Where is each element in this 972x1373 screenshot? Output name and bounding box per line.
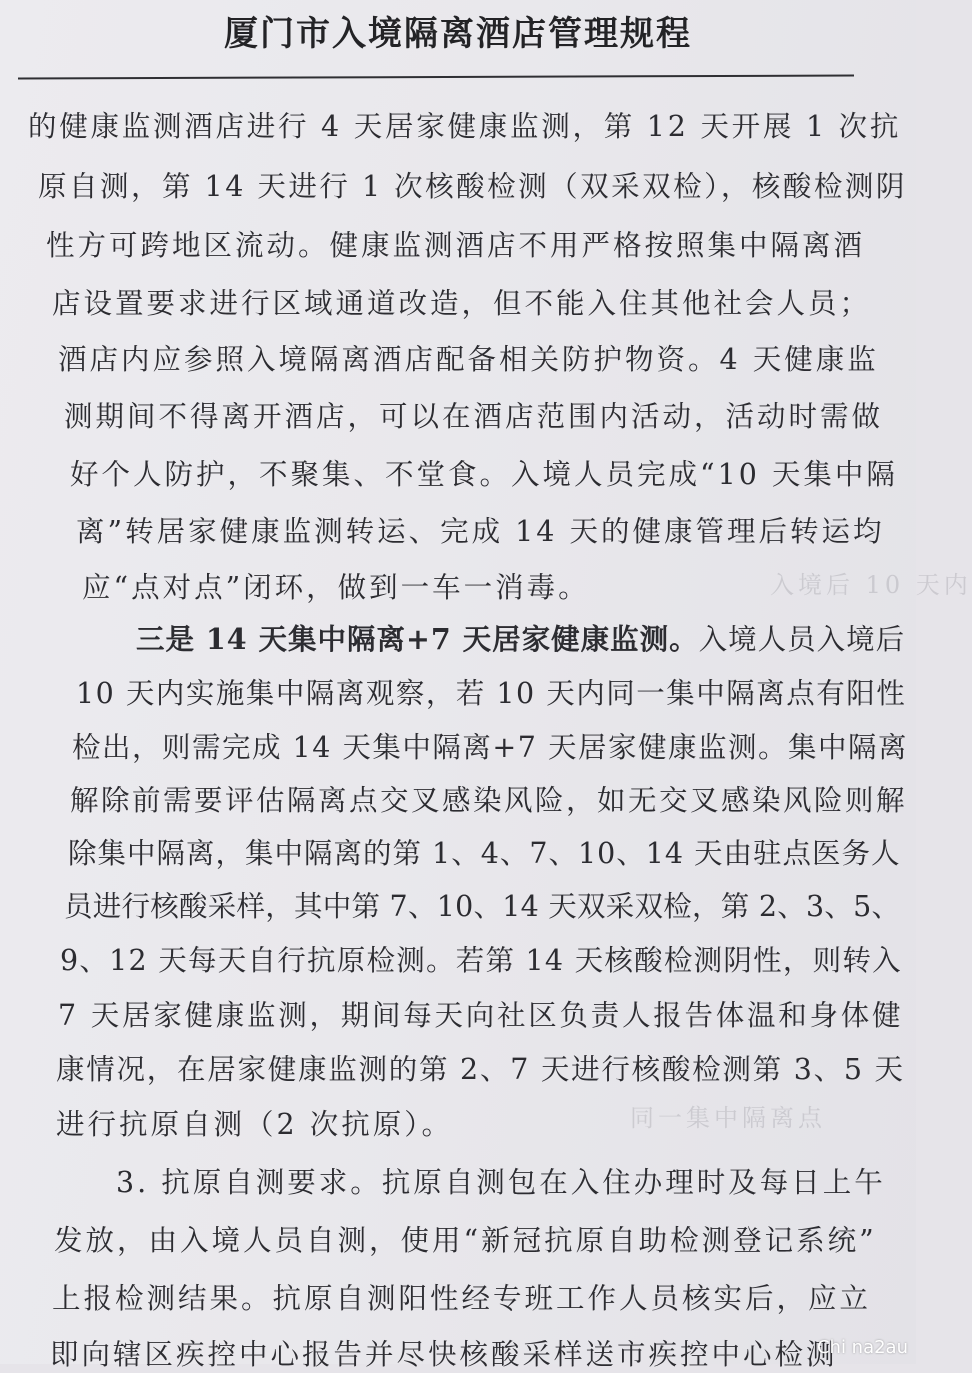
paragraph-first-line (136, 617, 905, 658)
text-line: 离”转居家健康监测转运、完成 14 天的健康管理后转运均 (76, 515, 885, 548)
text-line: 的健康监测酒店进行 4 天居家健康监测，第 12 天开展 1 次抗 (28, 110, 902, 143)
watermark-text: Chi na2au (816, 1337, 908, 1358)
text-line: 上报检测结果。抗原自测阳性经专班工作人员核实后，应立 (52, 1282, 872, 1315)
text-line: 员进行核酸采样，其中第 7、10、14 天双采双检，第 2、3、5、 (64, 890, 901, 923)
text-run: 入境人员入境后 (698, 623, 906, 656)
text-line: 进行抗原自测（2 次抗原）。 (56, 1108, 453, 1141)
text-line: 发放，由入境人员自测，使用“新冠抗原自助检测登记系统” (54, 1224, 877, 1257)
text-line: 康情况，在居家健康监测的第 2、7 天进行核酸检测第 3、5 天 (56, 1053, 905, 1086)
text-line: 好个人防护，不聚集、不堂食。入境人员完成“10 天集中隔 (70, 458, 898, 491)
document-title: 厦门市入境隔离酒店管理规程 (224, 14, 692, 54)
text-line: 9、12 天每天自行抗原检测。若第 14 天核酸检测阴性，则转入 (60, 944, 902, 977)
text-line: 除集中隔离，集中隔离的第 1、4、7、10、14 天由驻点医务人 (68, 837, 901, 870)
text-line: 测期间不得离开酒店，可以在酒店范围内活动，活动时需做 (64, 400, 884, 433)
text-line: 检出，则需完成 14 天集中隔离+7 天居家健康监测。集中隔离 (72, 731, 908, 764)
text-line: 3. 抗原自测要求。抗原自测包在入住办理时及每日上午 (116, 1166, 886, 1199)
text-line: 解除前需要评估隔离点交叉感染风险，如无交叉感染风险则解 (70, 784, 908, 817)
text-line: 7 天居家健康监测，期间每天向社区负责人报告体温和身体健 (58, 999, 904, 1032)
text-line: 10 天内实施集中隔离观察，若 10 天内同一集中隔离点有阳性 (76, 677, 907, 710)
text-line: 酒店内应参照入境隔离酒店配备相关防护物资。4 天健康监 (58, 343, 879, 376)
bold-heading: 三是 14 天集中隔离+7 天居家健康监测。 (136, 622, 699, 656)
text-line: 店设置要求进行区域通道改造，但不能入住其他社会人员； (52, 287, 872, 320)
bleed-through-text: 同一集中隔离点 (630, 1104, 826, 1132)
text-line: 性方可跨地区流动。健康监测酒店不用严格按照集中隔离酒 (46, 229, 866, 262)
text-line: 原自测，第 14 天进行 1 次核酸检测（双采双检），核酸检测阴 (38, 170, 907, 203)
text-line: 即向辖区疾控中心报告并尽快核酸采样送市疾控中心检测 (50, 1338, 838, 1371)
bleed-through-text: 入境后 10 天内 (770, 571, 972, 599)
text-line: 应“点对点”闭环，做到一车一消毒。 (82, 571, 590, 604)
